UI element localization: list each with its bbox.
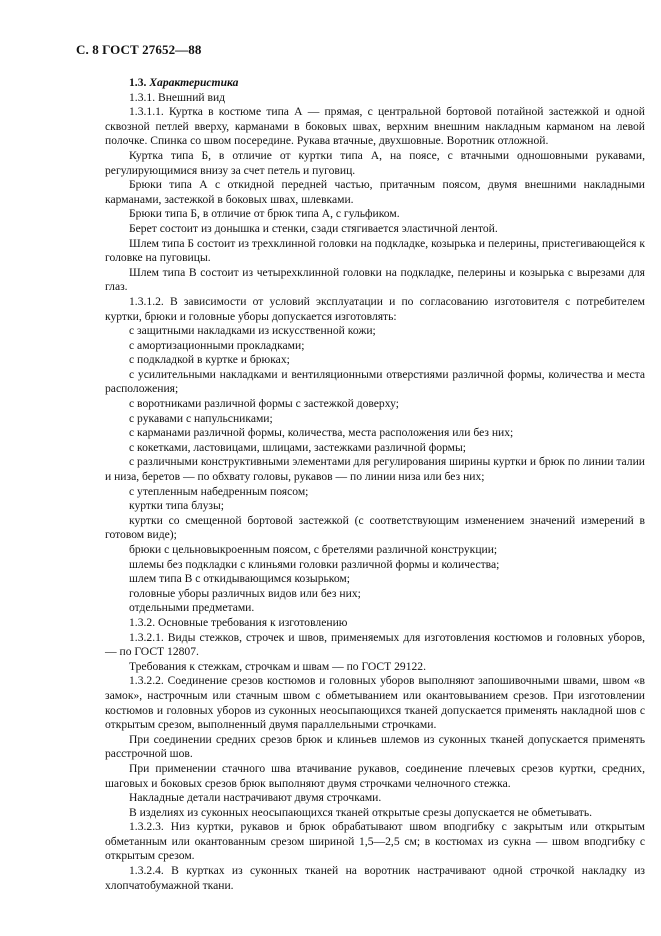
paragraph: 1.3.1.1. Куртка в костюме типа А — прямая, с центральной бортовой потайной застежкой и одной сквозной петлей вверху, карманами в боковых швах, верхним внешним накладным карманом на левой полочке. Спинка со швом посередине. Рукава втачные, двухшовные. Воротник отложной. [105,105,645,148]
paragraph: 1.3.1.2. В зависимости от условий эксплуатации и по согласованию изготовителя с потребителем куртки, брюки и головные уборы допускается изготовлять: [105,294,645,323]
list-item: куртки типа блузы; [129,499,225,513]
list-item: с воротниками различной формы с застежкой доверху; [129,397,399,411]
list-item: отдельными предметами. [129,601,255,615]
section-heading [105,76,645,91]
list-item: куртки со смещенной бортовой застежкой (с соответствующим изменением значений измерений в готовом виде); [105,513,645,542]
paragraph: 1.3.2. Основные требования к изготовлению [129,615,348,629]
list-item: с подкладкой в куртке и брюках; [129,353,290,367]
list-item: с различными конструктивными элементами для регулирования ширины куртки и брюк по линии талии и низа, беретов — по обхвату головы, рукавов — по линии низа или без них; [105,455,645,484]
document-body [105,76,645,893]
paragraph: 1.3.2.2. Соединение срезов костюмов и головных уборов выполняют запошивочными швами, швом «в замок», настрочным или стачным швом с обметыванием или окантовыванием срезов. При изготовлении костюмов и головных уборов из суконных неосыпающихся тканей допускается применять накладной шов с открытым срезом, выполненный двумя параллельными строчками. [105,674,645,732]
list-item: с утепленным набедренным поясом; [129,484,309,498]
section-title: Характеристика [149,76,239,89]
paragraph: В изделиях из суконных неосыпающихся тканей открытые срезы допускается не обметывать. [129,805,593,819]
list-item: с рукавами с напульсниками; [129,411,273,425]
paragraph: 1.3.2.1. Виды стежков, строчек и швов, применяемых для изготовления костюмов и головных уборов, — по ГОСТ 12807. [105,630,645,659]
paragraph: 1.3.1. Внешний вид [129,90,226,104]
paragraph: Шлем типа В состоит из четырехклинной головки на подкладке, пелерины и козырька с вырезами для глаз. [105,265,645,294]
paragraph: Куртка типа Б, в отличие от куртки типа А, на поясе, с втачными одношовными рукавами, регулирующимися внизу за счет петель и пуговиц. [105,148,645,177]
page-header: С. 8 ГОСТ 27652—88 [76,42,202,57]
list-item: брюки с цельновыкроенным поясом, с бретелями различной конструкции; [129,543,498,556]
list-item: с усилительными накладками и вентиляционными отверстиями различной формы, количества и места расположения; [105,367,645,396]
list-item: с карманами различной формы, количества, места расположения или без них; [129,426,514,440]
list-item: с кокетками, ластовицами, шлицами, застежками различной формы; [129,440,467,454]
list-item: головные уборы различных видов или без них; [129,586,361,600]
paragraph: Накладные детали настрачивают двумя строчками. [129,791,382,805]
paragraph: Брюки типа Б, в отличие от брюк типа А, с гульфиком. [129,207,400,221]
list-item: с амортизационными прокладками; [129,338,305,352]
paragraph: При применении стачного шва втачивание рукавов, соединение плечевых срезов куртки, средних, шаговых и боковых срезов брюк выполняют двумя строчками челночного стежка. [105,761,645,790]
list-item: шлемы без подкладки с клиньями головки различной формы и количества; [129,557,500,571]
paragraph: При соединении средних срезов брюк и клиньев шлемов из суконных тканей допускается применять расстрочной шов. [105,732,645,761]
paragraph: 1.3.2.3. Низ куртки, рукавов и брюк обрабатывают швом вподгибку с закрытым или открытым обметанным или окантованным срезом шириной 1,5—2,5 см; в костюмах из сукна — швом вподгибку с открытым срезом. [105,820,645,863]
paragraph: 1.3.2.4. В куртках из суконных тканей на воротник настрачивают одной строчкой накладку из хлопчатобумажной ткани. [105,864,645,892]
paragraph: Требования к стежкам, строчкам и швам — по ГОСТ 29122. [129,659,426,673]
paragraph: Берет состоит из донышка и стенки, сзади стягивается эластичной лентой. [129,221,498,235]
paragraph: Шлем типа Б состоит из трехклинной головки на подкладке, козырька и пелерины, пристегивающейся к головке на пуговицы. [105,236,645,265]
list-item: шлем типа В с откидывающимся козырьком; [129,572,350,586]
paragraph: Брюки типа А с откидной передней частью, притачным поясом, двумя внешними накладными карманами, застежкой в боковых швах, шлевками. [105,178,645,206]
list-item: с защитными накладками из искусственной кожи; [129,324,376,338]
section-number: 1.3. [129,76,147,89]
